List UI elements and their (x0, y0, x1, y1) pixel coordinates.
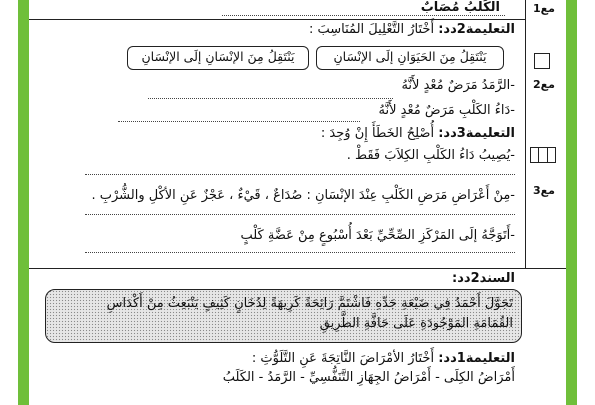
statement-1: -يُصِيبُ دَاءُ الكَلْبِ الكِلاَبَ فَقَطْ . (346, 148, 515, 163)
option-animal-to-human[interactable]: يَنْتَقِلُ مِنَ الحَيَوَانِ إلَى الإنْسَانِ (316, 46, 504, 70)
item-rabies: -الرَّمَدُ مَرَضٌ مُعْدٍ لأَنَّهُ (401, 78, 515, 93)
doc2-title: السند2دد: (452, 271, 515, 286)
answer-line (222, 15, 505, 16)
answer-line (85, 252, 515, 253)
score-box (534, 53, 550, 69)
item-dog-disease: -دَاءُ الكَلْبِ مَرَضٌ مُعْدٍ لأَنَّهُ (378, 103, 515, 118)
task2-text: أَخْتَارُ التَّعْلِيلَ المُنَاسِبَ : (309, 22, 435, 37)
task2-label: التعليمة2دد: (438, 22, 515, 37)
disease-list: أَمْرَاضُ الكِلَى - أَمْرَاضُ الجِهَازِ التَّنَفُّسِيِّ - الرَّمَدُ - الكَلَبُ (222, 370, 515, 385)
sidebar-divider (525, 0, 526, 268)
task3-text: أُصْلِحُ الخَطَأَ إِنْ وُجِدَ : (320, 126, 435, 141)
top-line-text: الكَلْبُ مُصَابٌ (420, 0, 500, 15)
score-box (530, 147, 556, 163)
doc2-line-2: القُمَامَةِ المَوْجُودَةِ عَلَى حَافَّةِ الطَّرِيقِ (319, 316, 513, 331)
answer-line (85, 174, 515, 175)
criterion-label-m1: مع1 (533, 2, 555, 15)
answer-line (85, 214, 515, 215)
doc2-line-1: تَجَوَّلَ أَحْمَدُ فِي ضَيْعَةِ جَدِّهِ فَاشْتَمَّ رَائِحَةً كَرِيهَةً لِدُخَانٍ كَثِيفٍ يَنْبَعِثُ مِنْ أَكْدَاسِ (106, 296, 513, 311)
doc2-textbox (45, 289, 522, 343)
section-divider (29, 19, 525, 20)
task1-text: أَخْتَارُ الأمْرَاضَ النَّاتِجَةَ عَنِ التَّلَوُّثِ : (251, 351, 435, 366)
page-border-right (566, 0, 577, 405)
answer-line (118, 121, 360, 122)
criterion-label-m2: مع2 (533, 78, 555, 91)
task2-heading (309, 22, 515, 38)
section-divider (29, 268, 566, 269)
statement-3: -أَتَوَجَّهُ إلَى المَرْكَزِ الصِّحِّيِّ بَعْدَ أُسْبُوعٍ مِنْ عَضَّةِ كَلْبٍ (240, 228, 515, 243)
page-border-left (18, 0, 29, 405)
task3-heading (321, 126, 515, 142)
task3-label: التعليمة3دد: (438, 126, 515, 141)
task1-label: التعليمة1دد: (438, 351, 515, 366)
answer-line (148, 98, 393, 99)
task1-heading (252, 351, 515, 367)
option-human-to-human[interactable]: يَنْتَقِلُ مِنَ الإنْسَانِ إلَى الإنْسَانِ (127, 46, 309, 70)
statement-2: -مِنْ أَعْرَاضِ مَرَضِ الكَلْبِ عِنْدَ الإنْسَانِ : صُدَاعٌ ، قَيْءٌ ، عَجْزٌ عَنِ الأكْلِ والشُّرْبِ . (91, 188, 515, 203)
criterion-label-m3: مع3 (533, 184, 555, 197)
